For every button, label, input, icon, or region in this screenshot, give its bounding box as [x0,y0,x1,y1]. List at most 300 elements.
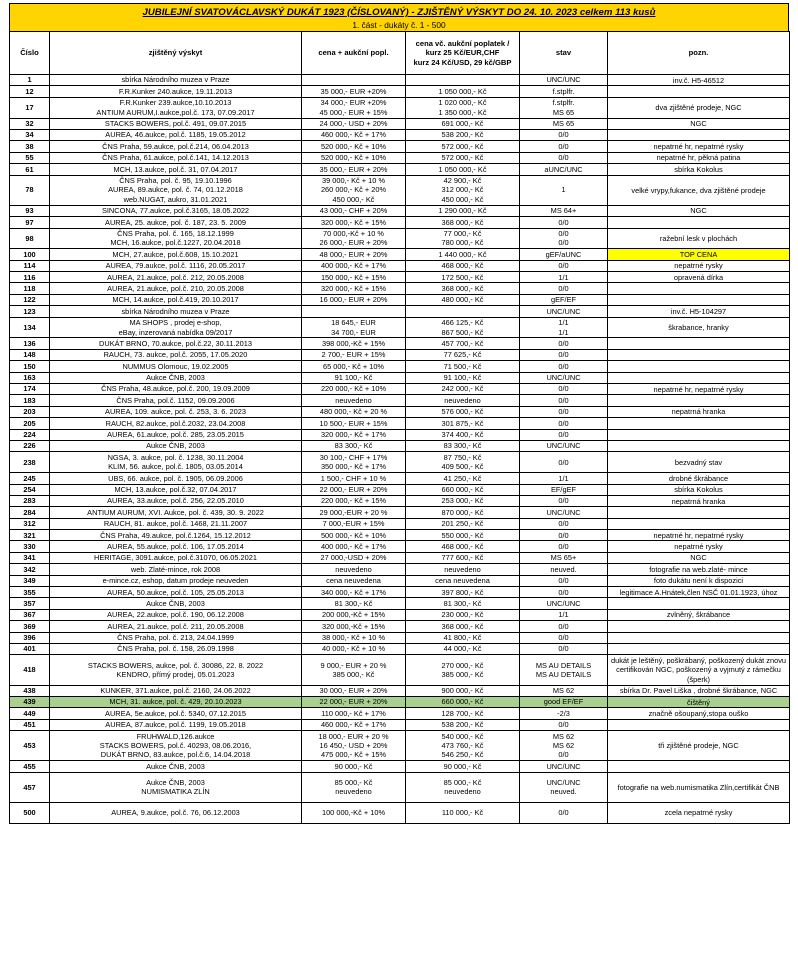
cell-cena-line: 16 000,- EUR + 20% [319,295,388,305]
cell-cena-vc-line: 409 500,- Kč [441,462,484,472]
cell-stav-line: 0/0 [558,261,569,271]
cell-cena-vc-line: neuvedeno [444,787,481,797]
cell-cena-vc [406,129,520,140]
cell-cislo: 254 [10,484,50,495]
cell-vyskyt-line: AUREA, 9.aukce, pol.č. 76, 06.12.2003 [111,808,240,818]
cell-vyskyt-line: NGSA, 3. aukce, pol. č. 1238, 30.11.2004 [107,452,244,462]
cell-cena-vc-line: 385 000,- Kč [441,669,484,679]
table-row [10,97,790,118]
cell-cislo: 12 [10,86,50,97]
cell-stav [520,802,608,823]
cell-cena [302,440,406,451]
cell-pozn: nepatrné rysky [608,541,790,552]
cell-cena-vc-line: 1 020 000,- Kč [438,98,487,108]
cell-cislo: 118 [10,283,50,294]
cell-vyskyt-line: AUREA, 5e.aukce, pol.č. 5340, 07.12.2015 [105,708,246,718]
cell-pozn: ražební lesk v plochách [608,228,790,249]
cell-cislo: 116 [10,272,50,283]
cell-cena-vc-line: 546 250,- Kč [441,750,484,760]
cell-cena-vc-line: 71 500,- Kč [443,361,482,371]
cell-stav [520,575,608,586]
cell-vyskyt [50,429,302,440]
cell-vyskyt-line: ANTIUM AURUM, XVI. Aukce, pol. č. 439, 30. 9. 2022 [87,507,264,517]
cell-cena [302,632,406,643]
cell-stav-line: aUNC/UNC [544,164,583,174]
cell-cislo: 341 [10,552,50,563]
cell-pozn: drobné škrábance [608,473,790,484]
cell-vyskyt-line: ČNS Praha, 61.aukce, pol.č.141, 14.12.2013 [102,153,249,163]
cell-cena-line: 43 000,- CHF + 20% [319,206,388,216]
cell-vyskyt [50,440,302,451]
cell-vyskyt-line: FRUHWALD,126.aukce [136,731,215,741]
cell-cena [302,406,406,417]
cell-cena-line: 520 000,- Kč + 10% [320,153,387,163]
cell-cena-line: 10 500,- EUR + 15% [319,418,388,428]
cell-cislo: 355 [10,587,50,598]
table-row [10,164,790,175]
cell-cena [302,575,406,586]
cell-cislo: 226 [10,440,50,451]
cell-cena-line: 90 000,- Kč [334,761,373,771]
cell-vyskyt [50,655,302,685]
cell-cena [302,294,406,305]
cell-cena-vc [406,685,520,696]
cell-stav-line: UNC/UNC [546,507,581,517]
cell-cena-line: 83 300,- Kč [334,441,373,451]
cell-cislo: 357 [10,598,50,609]
cell-vyskyt-line: AUREA, 50.aukce, pol.č. 105, 25.05.2013 [107,587,244,597]
table-row [10,761,790,772]
cell-vyskyt-line: AUREA, 21.aukce, pol.č. 210, 20.05.2008 [107,283,244,293]
cell-cena [302,495,406,506]
cell-cena [302,802,406,823]
cell-cena-line: 475 000,- Kč + 15% [320,750,387,760]
cell-stav [520,440,608,451]
cell-vyskyt-line: AUREA, 55.aukce, pol.č. 106, 17.05.2014 [107,541,244,551]
cell-pozn [608,518,790,529]
cell-stav [520,530,608,541]
cell-pozn [608,632,790,643]
cell-cena [302,552,406,563]
cell-pozn: sbírka Kokolus [608,164,790,175]
cell-stav-line: f.stplfr. [552,98,575,108]
cell-vyskyt-line: ČNS Praha, pol. č. 213, 24.04.1999 [117,633,234,643]
cell-vyskyt-line: web.NUGAT, aukro, 31.01.2021 [123,194,228,204]
header-pozn: pozn. [608,32,790,75]
cell-cena-vc-line: 128 700,- Kč [441,708,484,718]
cell-stav-line: 0/0 [558,238,569,248]
table-row [10,719,790,730]
cell-cena-line: 320 000,- Kč + 15% [320,283,387,293]
table-row [10,632,790,643]
cell-cena-vc [406,518,520,529]
cell-stav [520,587,608,598]
cell-stav-line: 0/0 [558,338,569,348]
table-row [10,418,790,429]
cell-stav-line: 0/0 [558,228,569,238]
cell-cena-vc-line: 777 600,- Kč [441,553,484,563]
cell-vyskyt [50,609,302,620]
cell-vyskyt-line: AUREA, 21.aukce, pol.č. 212, 20.05.2008 [107,272,244,282]
cell-vyskyt [50,118,302,129]
cell-pozn: sbírka Kokolus [608,484,790,495]
cell-vyskyt [50,418,302,429]
cell-pozn [608,338,790,349]
cell-cena [302,228,406,249]
cell-stav [520,217,608,228]
cell-vyskyt [50,152,302,163]
cell-cena-vc [406,349,520,360]
cell-stav-line: 0/0 [558,217,569,227]
cell-cena-line: 30 100,- CHF + 17% [319,452,388,462]
cell-cena-vc-line: 576 000,- Kč [441,407,484,417]
cell-vyskyt [50,598,302,609]
cell-cena-vc [406,541,520,552]
cell-stav-line: 0/0 [558,361,569,371]
cell-cena [302,306,406,317]
cell-vyskyt-line: KENDRO, přímý prodej, 05.01.2023 [116,669,235,679]
cell-cena [302,587,406,598]
cell-stav-line: 1/1 [558,610,569,620]
cell-cislo: 330 [10,541,50,552]
cell-vyskyt-line: AUREA, 25. aukce, pol. č. 187, 23. 5. 2009 [105,217,246,227]
cell-stav [520,507,608,518]
cell-stav-line: 0/0 [558,576,569,586]
cell-cena-line: 85 000,- Kč [334,777,373,787]
cell-cena-line: 35 000,- EUR +20% [320,86,387,96]
cell-cena-vc [406,384,520,395]
cell-stav-line: 0/0 [558,153,569,163]
cell-stav-line: 0/0 [558,621,569,631]
cell-vyskyt-line: ČNS Praha, 49.aukce, pol.č.1264, 15.12.2012 [100,530,251,540]
cell-stav-line: 0/0 [558,130,569,140]
cell-stav-line: neuved. [550,787,577,797]
cell-cena [302,564,406,575]
cell-stav-line: neuved. [550,564,577,574]
cell-cena-vc-line: cena neuvedena [435,576,490,586]
cell-pozn: nepatrné hr, pěkná patina [608,152,790,163]
table-row [10,317,790,338]
cell-vyskyt-line: MCH, 16.aukce, pol.č.1227, 20.04.2018 [110,238,241,248]
cell-stav [520,75,608,86]
table-row [10,372,790,383]
cell-cena-line: 24 000,- USD + 20% [319,119,388,129]
cell-vyskyt [50,205,302,216]
cell-stav [520,552,608,563]
cell-cislo: 342 [10,564,50,575]
cell-stav-line: MS AU DETAILS [535,660,592,670]
cell-pozn: NGC [608,118,790,129]
cell-cena-vc-line: 83 300,- Kč [443,441,482,451]
table-row [10,587,790,598]
cell-pozn: škrabance, hranky [608,317,790,338]
cell-vyskyt [50,129,302,140]
cell-cena [302,97,406,118]
cell-cislo: 457 [10,772,50,802]
cell-cena-vc [406,575,520,586]
cell-cislo: 32 [10,118,50,129]
cell-cena-line: 39 000,- Kč + 10 % [321,176,386,186]
cell-cena-vc [406,338,520,349]
cell-cena-vc-line: neuvedeno [444,395,481,405]
cell-stav [520,632,608,643]
cell-cislo: 455 [10,761,50,772]
cell-vyskyt-line: MA SHOPS , prodej e-shop, [129,318,222,328]
cell-pozn [608,349,790,360]
cell-cena-vc-line: 540 000,- Kč [441,731,484,741]
cell-stav-line: UNC/UNC [546,441,581,451]
cell-stav [520,621,608,632]
cell-stav-line: 0/0 [558,430,569,440]
cell-cena [302,361,406,372]
table-row [10,772,790,802]
header-stav: stav [520,32,608,75]
table-row [10,175,790,205]
cell-cena-vc [406,306,520,317]
cell-cena-vc [406,761,520,772]
cell-cena-vc-line: 77 000,- Kč [443,228,482,238]
cell-cena-vc [406,564,520,575]
cell-cislo: 114 [10,260,50,271]
cell-pozn: tři zjištěné prodeje, NGC [608,731,790,761]
cell-vyskyt [50,452,302,473]
cell-stav [520,418,608,429]
cell-cena [302,484,406,495]
cell-cislo: 418 [10,655,50,685]
cell-cena [302,708,406,719]
table-row [10,473,790,484]
cell-cena [302,205,406,216]
cell-vyskyt [50,761,302,772]
cell-cena-vc-line: 41 800,- Kč [443,633,482,643]
cell-cislo: 283 [10,495,50,506]
cell-cena-vc-line: 81 300,- Kč [443,598,482,608]
cell-cislo: 1 [10,75,50,86]
cell-vyskyt-line: MCH, 14.aukce, pol.č.419, 20.10.2017 [112,295,239,305]
cell-cena-vc-line: 85 000,- Kč [443,777,482,787]
cell-stav-line: 1/1 [558,318,569,328]
cell-cena-vc-line: 312 000,- Kč [441,185,484,195]
cell-vyskyt-line: NUMMUS Olomouc, 19.02.2005 [122,361,229,371]
cell-cena-vc-line: 374 400,- Kč [441,430,484,440]
cell-cena [302,761,406,772]
cell-vyskyt-line: DUKÁT BRNO, 83.aukce, pol.č.6, 14.04.2018 [100,750,251,760]
cell-cena-vc-line: 110 000,- Kč [441,808,484,818]
cell-cena [302,349,406,360]
table-row [10,294,790,305]
cell-cena-line: 340 000,- Kč + 17% [320,587,387,597]
cell-cena [302,118,406,129]
cell-vyskyt [50,802,302,823]
cell-cena-vc-line: 44 000,- Kč [443,644,482,654]
cell-vyskyt [50,283,302,294]
cell-stav [520,294,608,305]
cell-cislo: 17 [10,97,50,118]
cell-vyskyt [50,719,302,730]
cell-vyskyt [50,632,302,643]
cell-cena-vc-line: 1 050 000,- Kč [438,86,487,96]
cell-cena [302,518,406,529]
cell-pozn: nepatrné hr, nepatrné rysky [608,384,790,395]
cell-stav [520,152,608,163]
cell-cena [302,719,406,730]
cell-stav-line: 0/0 [558,808,569,818]
cell-cena-vc-line: 538 200,- Kč [441,720,484,730]
cell-cislo: 500 [10,802,50,823]
cell-vyskyt [50,541,302,552]
cell-cena [302,75,406,86]
cell-stav-line: MS 64+ [550,206,577,216]
cell-vyskyt-line: e-mince.cz, eshop, datum prodeje neuveden [102,576,249,586]
cell-pozn [608,621,790,632]
cell-cena-vc-line: 538 200,- Kč [441,130,484,140]
cell-stav-line: 0/0 [558,496,569,506]
cell-vyskyt [50,406,302,417]
sheet [9,3,789,824]
cell-cena-vc [406,621,520,632]
cell-cena-line: 320 000,-Kč + 15% [321,621,386,631]
cell-cena-vc-line: 253 000,- Kč [441,496,484,506]
cell-stav [520,685,608,696]
table-row [10,621,790,632]
cell-stav [520,708,608,719]
cell-vyskyt-line: ČNS Praha, pol. č. 158, 26.09.1998 [117,644,234,654]
cell-stav-line: gEF/EF [550,295,577,305]
cell-stav [520,141,608,152]
cell-vyskyt-line: STACKS BOWERS, aukce, pol. č. 30086, 22. 8. 2022 [87,660,264,670]
cell-cena-vc-line: 660 000,- Kč [441,485,484,495]
cell-cena-line: 400 000,- Kč + 17% [320,261,387,271]
cell-vyskyt [50,564,302,575]
cell-pozn [608,283,790,294]
cell-cena-vc-line: 550 000,- Kč [441,530,484,540]
cell-cislo: 97 [10,217,50,228]
cell-vyskyt-line: AUREA, 61.aukce, pol.č. 285, 23.05.2015 [107,430,244,440]
cell-pozn [608,644,790,655]
cell-cena [302,685,406,696]
cell-stav-line: MS 65 [552,107,575,117]
table-row [10,272,790,283]
cell-cena-line: 100 000,-Kč + 10% [321,808,386,818]
cell-vyskyt-line: sbírka Národního muzea v Praze [121,75,230,85]
top-price-badge: TOP CENA [608,249,790,260]
cell-cena-vc-line: 42 900,- Kč [443,176,482,186]
cell-vyskyt-line: Aukce ČNB, 2003 [146,598,205,608]
cell-cena-line: 38 000,- Kč + 10 % [321,633,386,643]
cell-cena-line: 9 000,- EUR + 20 % [320,660,387,670]
cell-cislo: 34 [10,129,50,140]
cell-cena-vc-line: 473 760,- Kč [441,741,484,751]
cell-stav [520,644,608,655]
cell-cislo: 245 [10,473,50,484]
cell-stav [520,429,608,440]
cell-pozn: foto dukátu není k dispozici [608,575,790,586]
cell-cena-vc-line: 466 125,- Kč [441,318,484,328]
cell-vyskyt-line: ČNS Praha, pol.č. 1152, 09.09.2006 [116,395,235,405]
cell-cena-vc [406,507,520,518]
page-subtitle: 1. část - dukáty č. 1 - 500 [9,20,789,31]
cell-cena-line: 460 000,- Kč + 17% [320,720,387,730]
cell-cena [302,317,406,338]
cell-cena [302,655,406,685]
cell-cena-vc-line: 301 875,- Kč [441,418,484,428]
table-row [10,644,790,655]
header-cena-vc [406,32,520,75]
cell-stav [520,384,608,395]
cell-cena [302,217,406,228]
cell-cena [302,609,406,620]
cell-vyskyt [50,530,302,541]
cell-stav-line: MS 62 [552,686,575,696]
cell-cislo: 136 [10,338,50,349]
cell-cena-line: 520 000,- Kč + 10% [320,141,387,151]
cell-stav [520,129,608,140]
cell-cena-vc-line: 691 000,- Kč [441,119,484,129]
cell-stav-line: UNC/UNC [546,777,581,787]
cell-cena-vc [406,395,520,406]
cell-pozn [608,418,790,429]
cell-cena-line: 450 000,- Kč [332,194,375,204]
cell-cena-line: neuvedeno [335,564,372,574]
cell-vyskyt [50,306,302,317]
cell-vyskyt [50,349,302,360]
cell-cena [302,175,406,205]
cell-vyskyt-line: AUREA, 22.aukce, pol.č. 190, 06.12.2008 [107,610,244,620]
cell-vyskyt [50,473,302,484]
cell-vyskyt-line: web. Zlaté-mince, rok 2008 [130,564,221,574]
cell-vyskyt-line: ANTIUM AURUM,I.aukce,pol.č. 173, 07.09.2017 [96,107,255,117]
header-cena-vc-line3: kurz 24 Kč/USD, 29 kč/GBP [413,57,512,67]
cell-cena-vc [406,452,520,473]
cell-cena [302,731,406,761]
cell-cena-vc [406,655,520,685]
cell-vyskyt-line: MCH, 13.aukce, pol.č.32, 07.04.2017 [114,485,237,495]
cell-cena [302,530,406,541]
cell-cena [302,621,406,632]
cell-stav-line: 0/0 [558,395,569,405]
table-row [10,495,790,506]
cell-pozn: fotografie na web.zlaté- mince [608,564,790,575]
table-row [10,452,790,473]
cell-cena-vc-line: 660 000,- Kč [441,697,484,707]
cell-cislo: 367 [10,609,50,620]
cell-vyskyt [50,495,302,506]
cell-cena-vc-line: 870 000,- Kč [441,507,484,517]
cell-cena-vc [406,598,520,609]
cell-pozn: NGC [608,205,790,216]
cell-vyskyt-line: MCH, 31. aukce, pol. č. 429, 20.10.2023 [109,697,242,707]
coin-table [9,31,790,824]
cell-cena-vc-line: neuvedeno [444,564,481,574]
cell-cena-line: 220 000,- Kč + 10% [320,384,387,394]
cell-cena-vc [406,361,520,372]
cell-stav [520,484,608,495]
cell-vyskyt [50,644,302,655]
table-row [10,141,790,152]
table-row [10,708,790,719]
cell-cena-vc-line: 867 500,- Kč [441,327,484,337]
cell-stav-line: 0/0 [558,750,569,760]
cell-stav [520,719,608,730]
cell-cena-line: 27 000,-USD + 20% [320,553,387,563]
cell-vyskyt-line: ČNS Praha, 59.aukce, pol.č.214, 06.04.2013 [102,141,249,151]
cell-pozn: zvlněný, škrábance [608,609,790,620]
cell-cena-vc [406,418,520,429]
cell-cislo: 163 [10,372,50,383]
cell-cena-vc-line: 368 000,- Kč [441,621,484,631]
cell-pozn: bezvadný stav [608,452,790,473]
cell-cena [302,429,406,440]
